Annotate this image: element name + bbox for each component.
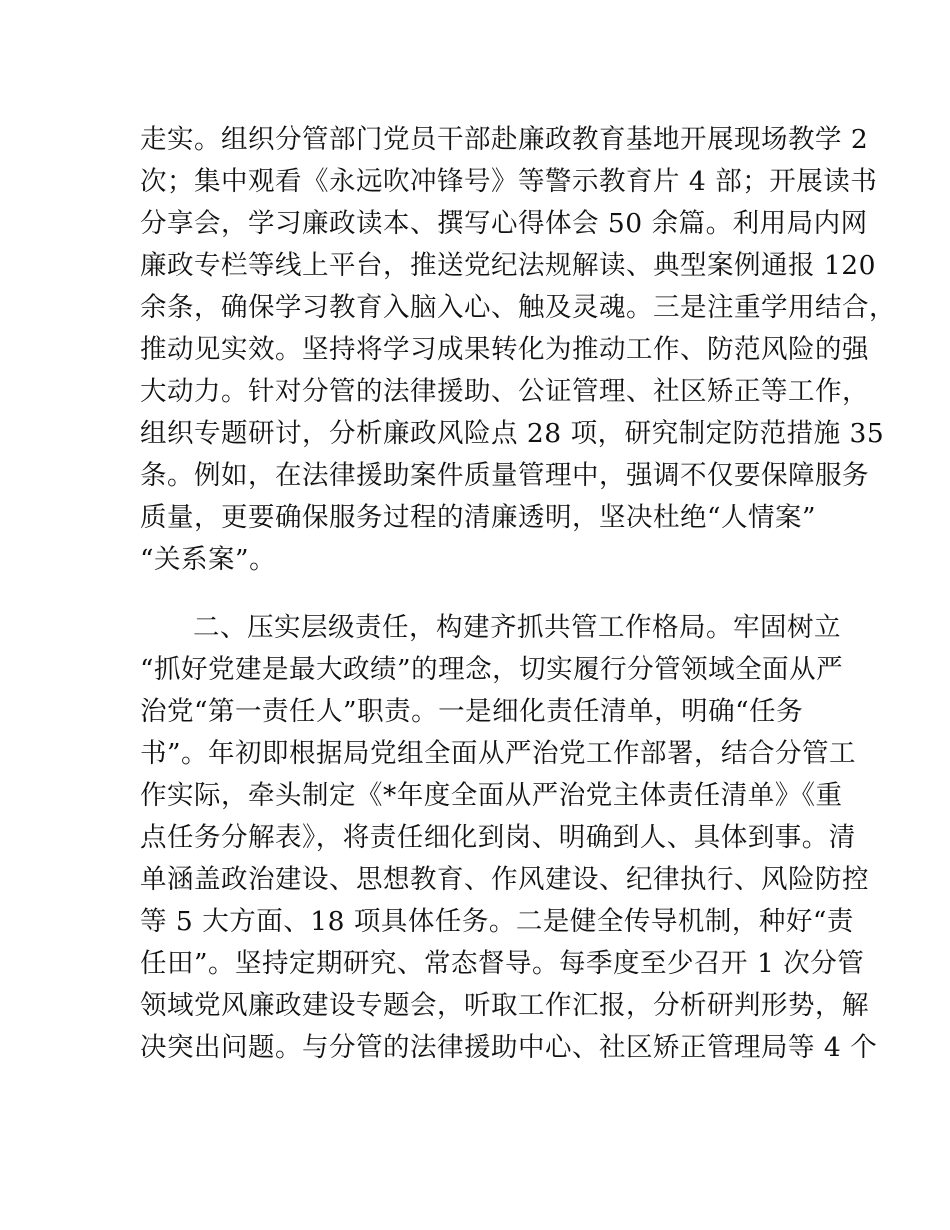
paragraph-1-line-2: 次；集中观看《永远吹冲锋号》等警示教育片 4 部；开展读书: [140, 166, 878, 197]
paragraph-1-line-11: “关系案”。: [140, 544, 277, 575]
paragraph-1-line-10: 质量，更要确保服务过程的清廉透明，坚决杜绝“人情案”: [140, 502, 817, 533]
paragraph-2-line-2: “抓好党建是最大政绩”的理念，切实履行分管领域全面从严: [140, 654, 844, 685]
paragraph-1-line-6: 推动见实效。坚持将学习成果转化为推动工作、防范风险的强: [140, 334, 869, 365]
paragraph-2-line-10: 领域党风廉政建设专题会，听取工作汇报，分析研判形势，解: [140, 990, 869, 1021]
paragraph-2-line-8: 等 5 大方面、18 项具体任务。二是健全传导机制，种好“责: [140, 906, 854, 937]
paragraph-2-line-4: 书”。年初即根据局党组全面从严治党工作部署，结合分管工: [140, 738, 857, 769]
paragraph-1-line-7: 大动力。针对分管的法律援助、公证管理、社区矫正等工作，: [140, 376, 869, 407]
paragraph-1-line-8: 组织专题研讨，分析廉政风险点 28 项，研究制定防范措施 35: [140, 418, 885, 449]
paragraph-1-line-9: 条。例如，在法律援助案件质量管理中，强调不仅要保障服务: [140, 460, 869, 491]
paragraph-2-line-6: 点任务分解表》，将责任细化到岗、明确到人、具体到事。清: [140, 822, 856, 853]
paragraph-2-line-9: 任田”。坚持定期研究、常态督导。每季度至少召开 1 次分管: [140, 948, 865, 979]
paragraph-1-line-5: 余条，确保学习教育入脑入心、触及灵魂。三是注重学用结合，: [140, 292, 896, 323]
paragraph-2-line-11: 决突出问题。与分管的法律援助中心、社区矫正管理局等 4 个: [140, 1032, 878, 1063]
paragraph-1-line-4: 廉政专栏等线上平台，推送党纪法规解读、典型案例通报 120: [140, 250, 877, 281]
paragraph-2-line-5: 作实际，牵头制定《*年度全面从严治党主体责任清单》《重: [140, 780, 843, 811]
paragraph-1-line-1: 走实。组织分管部门党员干部赴廉政教育基地开展现场教学 2: [140, 124, 869, 155]
paragraph-2-line-3: 治党“第一责任人”职责。一是细化责任清单，明确“任务: [140, 696, 804, 727]
paragraph-2-line-1: 二、压实层级责任，构建齐抓共管工作格局。牢固树立: [193, 612, 841, 643]
paragraph-2-line-7: 单涵盖政治建设、思想教育、作风建设、纪律执行、风险防控: [140, 864, 869, 895]
paragraph-1-line-3: 分享会，学习廉政读本、撰写心得体会 50 余篇。利用局内网: [140, 208, 868, 239]
